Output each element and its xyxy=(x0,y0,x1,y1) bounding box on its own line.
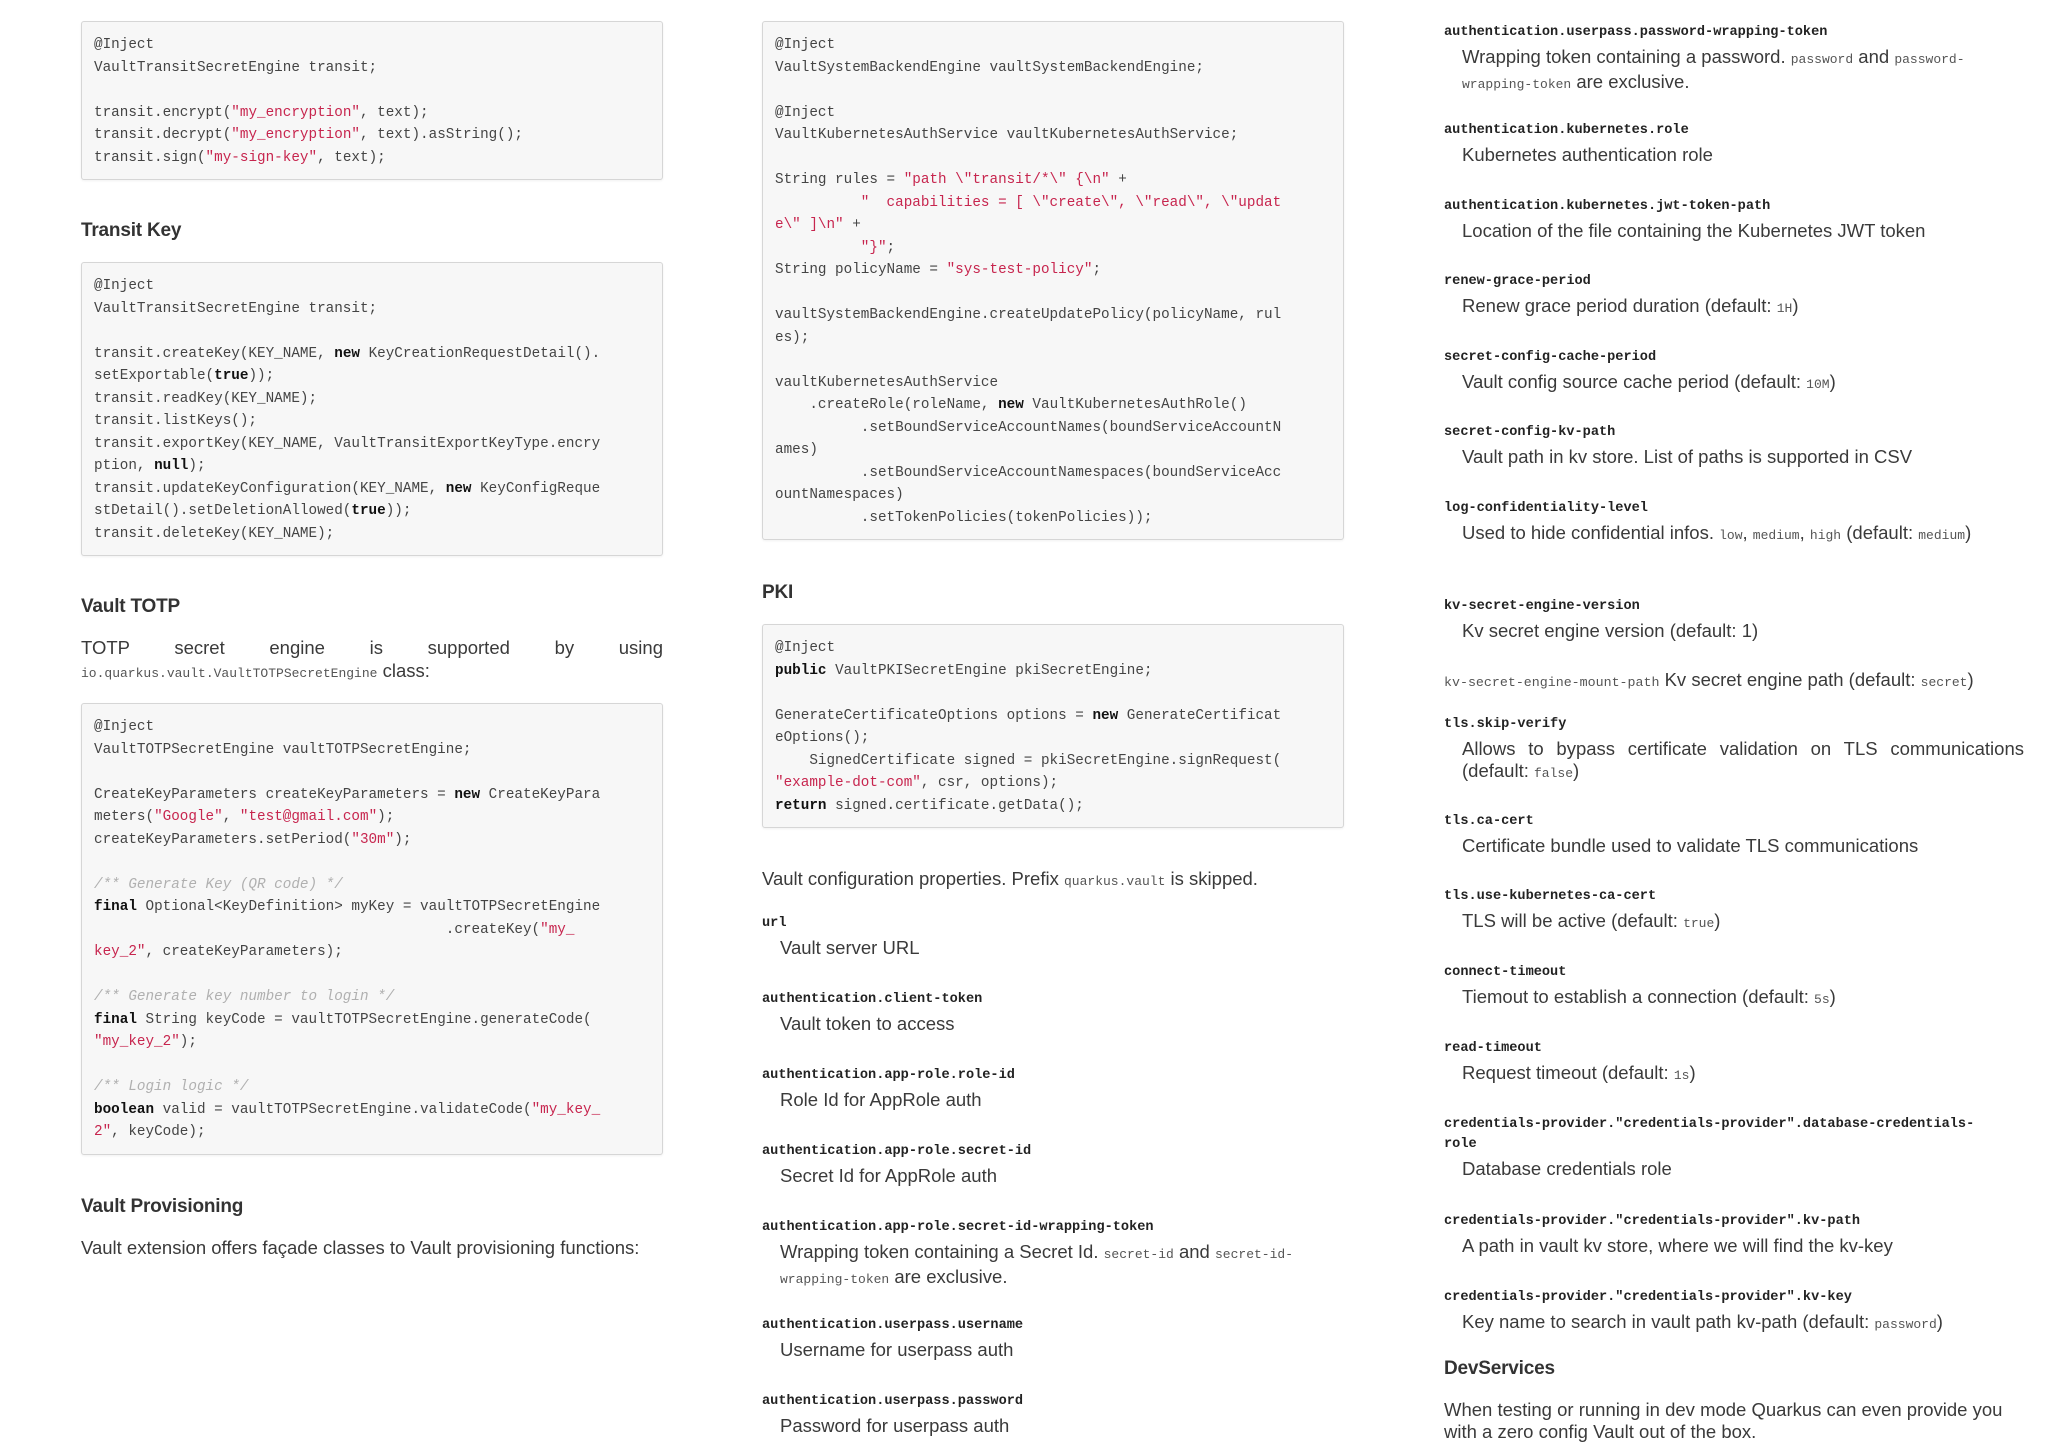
totp-paragraph-line1: TOTP secret engine is supported by using xyxy=(81,637,663,658)
heading-pki: PKI xyxy=(762,582,794,603)
heading-transit-key: Transit Key xyxy=(81,220,182,241)
prop-secret-id-wrapping-token: authentication.app-role.secret-id-wrapping-token Wrapping token containing a Secret Id. secret-id and secret-id- wrapping-token are exclusive. xyxy=(762,1220,1293,1287)
prop-kv-secret-engine-mount-path: kv-secret-engine-mount-path Kv secret engine path (default: secret) xyxy=(1444,669,1974,690)
prop-secret-config-cache-period: secret-config-cache-period Vault config source cache period (default: 10M) xyxy=(1444,350,1836,392)
prop-url: url Vault server URL xyxy=(762,916,920,958)
totp-paragraph-line2: io.quarkus.vault.VaultTOTPSecretEngine class: xyxy=(81,660,430,681)
code-block-pki xyxy=(762,624,1344,828)
code-block-totp xyxy=(81,703,663,1155)
code-transit-key: @Inject VaultTransitSecretEngine transit; transit.createKey(KEY_NAME, new KeyCreationRequestDetail(). setExportable(true)); transit.readKey(KEY_NAME); transit.listKeys(); transit.exportKey(KEY_NAME, VaultTransitExportKeyType.encry ption, null); transit.updateKeyConfiguration(KEY_NAME, new KeyConfigReque stDetail().setDeletionAllowed(true)); transit.deleteKey(KEY_NAME); xyxy=(94,278,601,542)
prop-password-wrapping-token: authentication.userpass.password-wrapping-token Wrapping token containing a password. password and password- wrapping-token are exclusive. xyxy=(1444,25,1965,92)
code-pki: @Inject public VaultPKISecretEngine pkiSecretEngine; GenerateCertificateOptions options = new GenerateCertificat eOptions(); SignedCertificate signed = pkiSecretEngine.signRequest( "example-dot-com", csr, options); return signed.certificate.getData(); xyxy=(775,640,1282,814)
prop-role-id: authentication.app-role.role-id Role Id for AppRole auth xyxy=(762,1068,1015,1110)
prop-kv-key: credentials-provider."credentials-provider".kv-key Key name to search in vault path kv-path (default: password) xyxy=(1444,1290,1943,1332)
prop-client-token: authentication.client-token Vault token to access xyxy=(762,992,983,1034)
prop-database-credentials-role: credentials-provider."credentials-provider".database-credentials- role Database credentials role xyxy=(1444,1117,1975,1179)
devservices-paragraph: When testing or running in dev mode Quarkus can even provide you with a zero config Vault out of the box. xyxy=(1444,1399,2003,1442)
prop-jwt-token-path: authentication.kubernetes.jwt-token-path Location of the file containing the Kubernetes JWT token xyxy=(1444,199,1926,241)
code-transit: @Inject VaultTransitSecretEngine transit; transit.encrypt("my_encryption", text); transit.decrypt("my_encryption", text).asString(); transit.sign("my-sign-key", text); xyxy=(94,37,523,166)
prop-userpass-username: authentication.userpass.username Username for userpass auth xyxy=(762,1318,1024,1360)
prop-kubernetes-role: authentication.kubernetes.role Kubernetes authentication role xyxy=(1444,123,1713,165)
prop-read-timeout: read-timeout Request timeout (default: 1s) xyxy=(1444,1041,1696,1083)
code-block-transit xyxy=(81,21,663,180)
prop-tls-ca-cert: tls.ca-cert Certificate bundle used to validate TLS communications xyxy=(1444,814,1919,856)
prop-tls-skip-verify: tls.skip-verify Allows to bypass certificate validation on TLS communications (default: false) xyxy=(1444,717,2024,781)
heading-vault-totp: Vault TOTP xyxy=(81,596,181,617)
code-block-transit-key xyxy=(81,262,663,556)
prop-renew-grace-period: renew-grace-period Renew grace period duration (default: 1H) xyxy=(1444,274,1799,316)
prop-userpass-password: authentication.userpass.password Password for userpass auth xyxy=(762,1394,1024,1436)
code-block-system-backend xyxy=(762,21,1344,540)
prop-secret-id: authentication.app-role.secret-id Secret Id for AppRole auth xyxy=(762,1144,1032,1186)
provisioning-paragraph: Vault extension offers façade classes to Vault provisioning functions: xyxy=(81,1237,640,1258)
prop-connect-timeout: connect-timeout Tiemout to establish a connection (default: 5s) xyxy=(1444,965,1836,1007)
code-system-backend: @Inject VaultSystemBackendEngine vaultSystemBackendEngine; @Inject VaultKubernetesAuthService vaultKubernetesAuthService; String rules = "path \"transit/*\" {\n" + " capabilities = [ \"create\", \"read\", \"updat e\" ]\n" + "}"; String policyName = "sys-test-policy"; vaultSystemBackendEngine.createUpdatePolicy(policyName, rul es); vaultKubernetesAuthService .createRole(roleName, new VaultKubernetesAuthRole() .setBoundServiceAccountNames(boundServiceAccountN ames) .setBoundServiceAccountNamespaces(boundServiceAcc ountNamespaces) .setTokenPolicies(tokenPolicies)); xyxy=(775,37,1282,526)
prop-kv-path: credentials-provider."credentials-provider".kv-path A path in vault kv store, where we will find the kv-key xyxy=(1444,1214,1893,1256)
prop-log-confidentiality-level: log-confidentiality-level Used to hide confidential infos. low, medium, high (default: medium) xyxy=(1444,501,1972,543)
prop-tls-use-kubernetes-ca-cert: tls.use-kubernetes-ca-cert TLS will be active (default: true) xyxy=(1444,889,1721,931)
heading-devservices: DevServices xyxy=(1444,1358,1555,1379)
code-totp: @Inject VaultTOTPSecretEngine vaultTOTPSecretEngine; CreateKeyParameters createKeyParameters = new CreateKeyPara meters("Google", "test@gmail.com"); createKeyParameters.setPeriod("30m"); /** Generate Key (QR code) */ final Optional<KeyDefinition> myKey = vaultTOTPSecretEngine .createKey("my_ key_2", createKeyParameters); /** Generate key number to login */ final String keyCode = vaultTOTPSecretEngine.generateCode( "my_key_2"); /** Login logic */ boolean valid = vaultTOTPSecretEngine.validateCode("my_key_ 2", keyCode); xyxy=(94,719,601,1140)
prop-secret-config-kv-path: secret-config-kv-path Vault path in kv store. List of paths is supported in CSV xyxy=(1444,425,1913,467)
prop-kv-secret-engine-version: kv-secret-engine-version Kv secret engine version (default: 1) xyxy=(1444,599,1759,641)
heading-vault-provisioning: Vault Provisioning xyxy=(81,1196,244,1217)
config-prefix-paragraph: Vault configuration properties. Prefix quarkus.vault is skipped. xyxy=(762,868,1258,889)
